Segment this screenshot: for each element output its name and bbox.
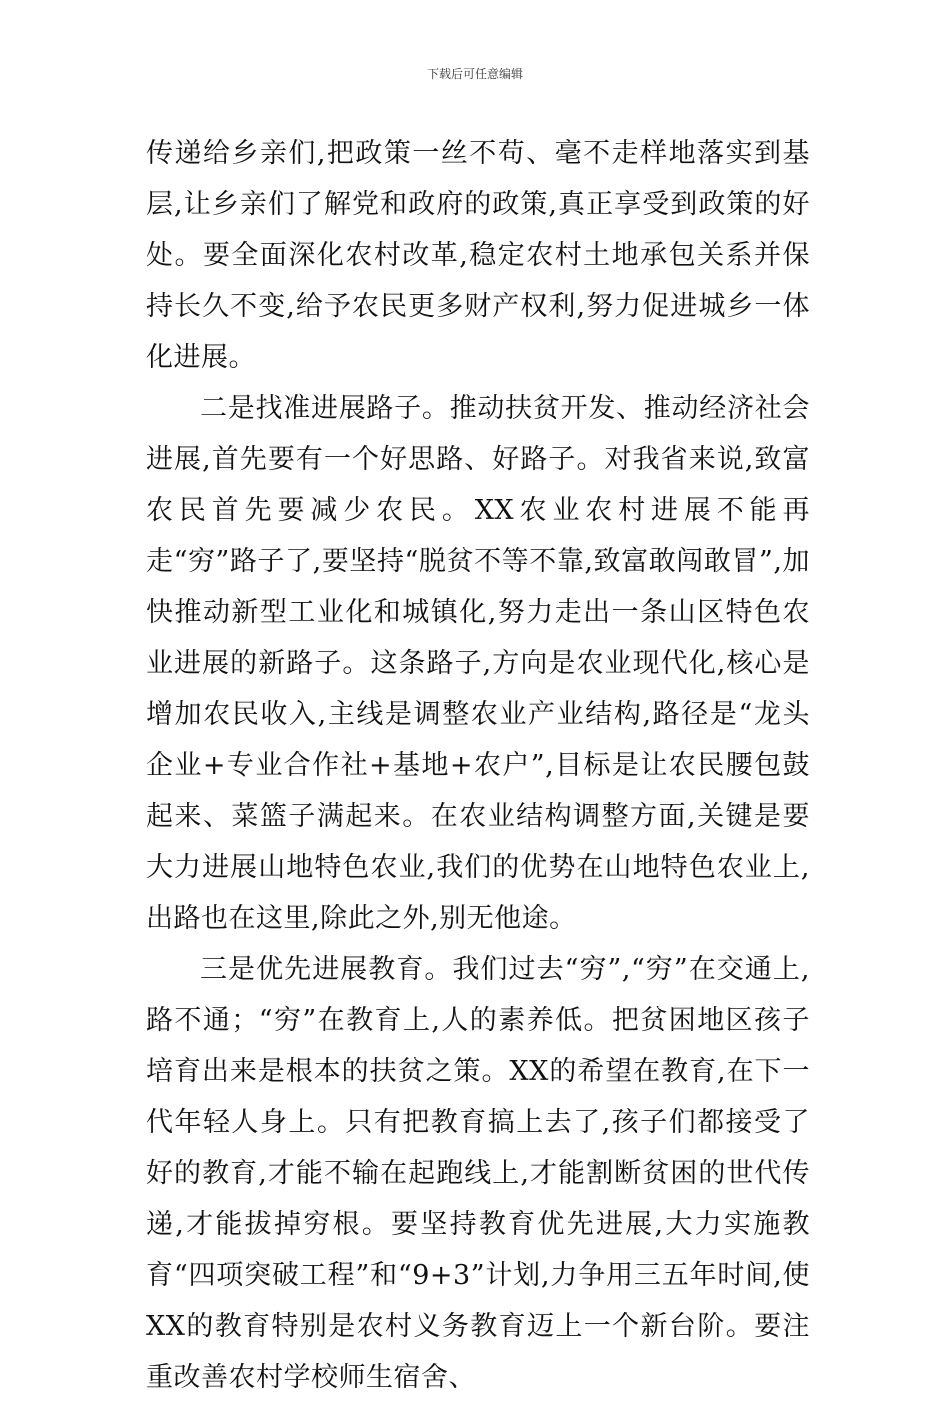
page-header-note: 下载后可任意编辑 [426, 67, 523, 81]
document-body [146, 128, 810, 1403]
paragraph-continuation: 传递给乡亲们,把政策一丝不苟、毫不走样地落实到基层,让乡亲们了解党和政府的政策,真正享受到政策的好处。要全面深化农村改革,稳定农村土地承包关系并保持长久不变,给予农民更多财产权利,努力促进城乡一体化进展。 [146, 138, 810, 373]
paragraph-education-priority: 三是优先进展教育。我们过去“穷”,“穷”在交通上,路不通；“穷”在教育上,人的素养低。把贫困地区孩子培育出来是根本的扶贫之策。XX的希望在教育,在下一代年轻人身上。只有把教育搞上去了,孩子们都接受了好的教育,才能不输在起跑线上,才能割断贫困的世代传递,才能拔掉穷根。要坚持教育优先进展,大力实施教育“四项突破工程”和“9+3”计划,力争用三五年时间,使XX的教育特别是农村义务教育迈上一个新台阶。要注重改善农村学校师生宿舍、 [146, 954, 810, 1393]
paragraph-development-path: 二是找准进展路子。推动扶贫开发、推动经济社会进展,首先要有一个好思路、好路子。对我省来说,致富农民首先要减少农民。XX农业农村进展不能再走“穷”路子了,要坚持“脱贫不等不靠,致富敢闯敢冒”,加快推动新型工业化和城镇化,努力走出一条山区特色农业进展的新路子。这条路子,方向是农业现代化,核心是增加农民收入,主线是调整农业产业结构,路径是“龙头企业+专业合作社+基地+农户”,目标是让农民腰包鼓起来、菜篮子满起来。在农业结构调整方面,关键是要大力进展山地特色农业,我们的优势在山地特色农业上,出路也在这里,除此之外,别无他途。 [146, 393, 810, 934]
